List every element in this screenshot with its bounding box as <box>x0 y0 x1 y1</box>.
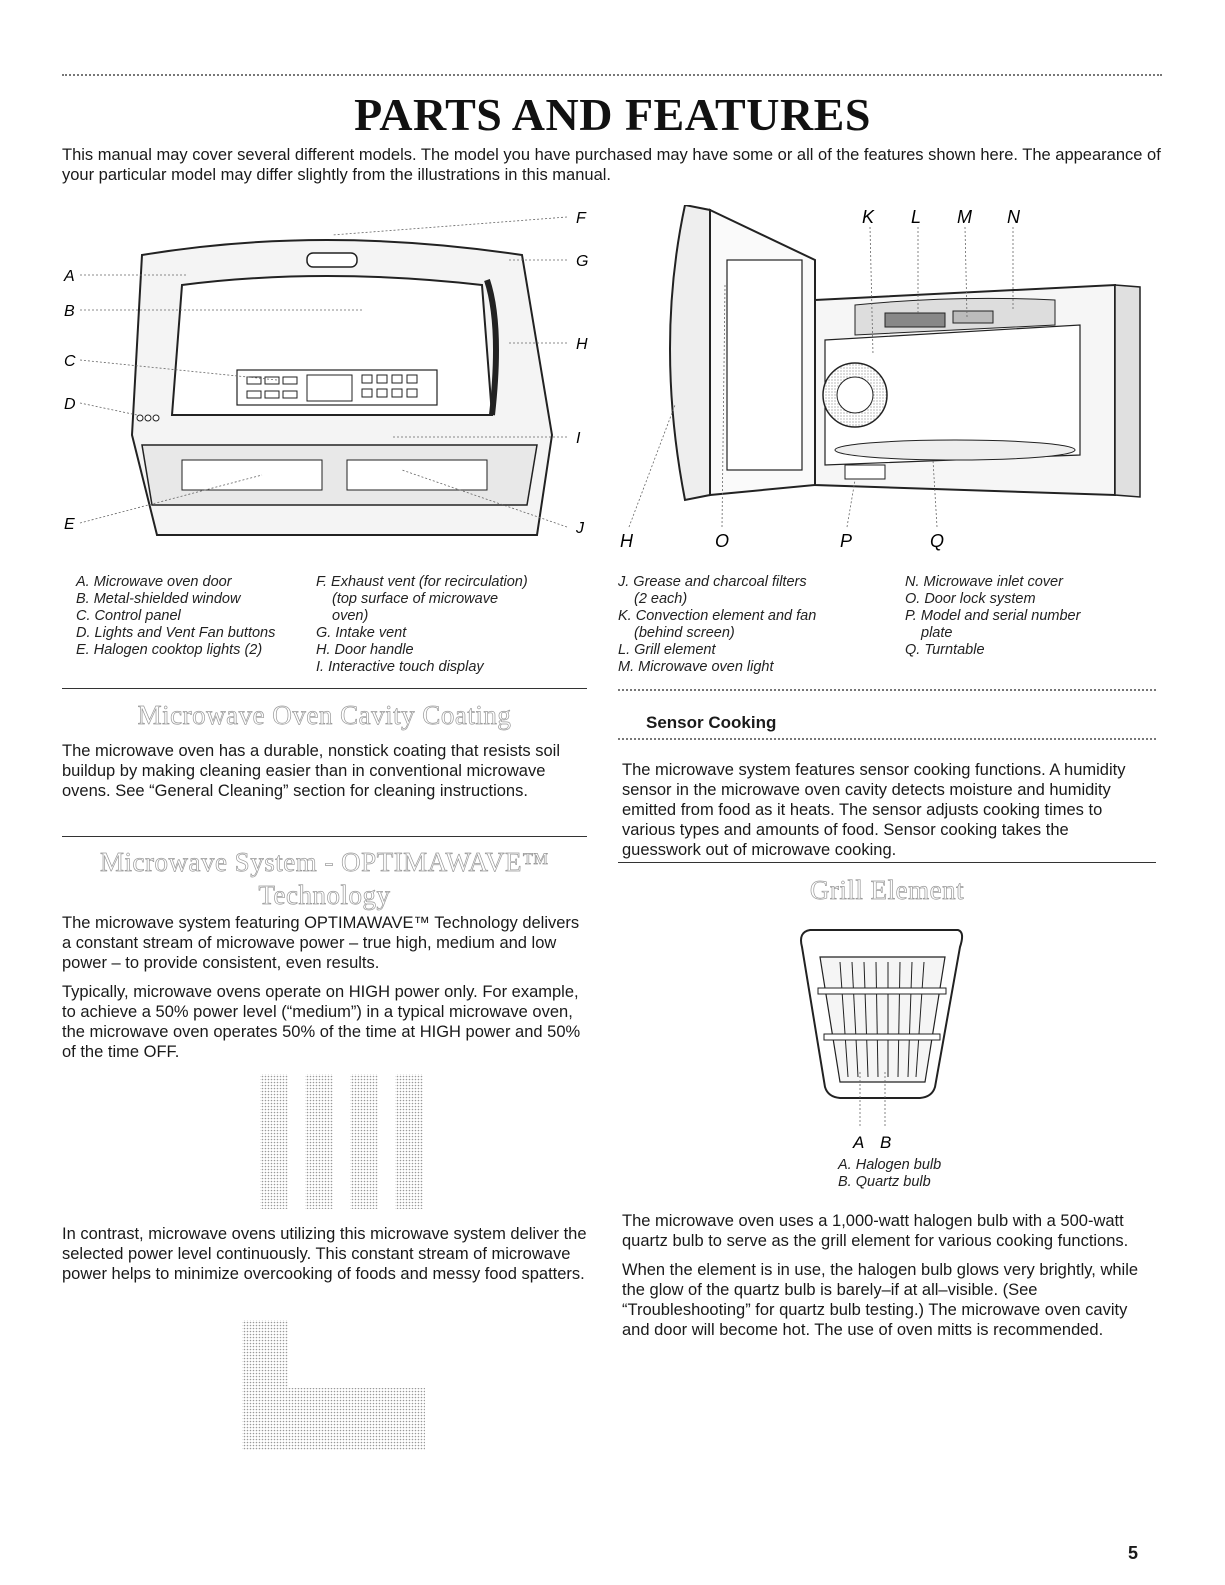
grill-label-b: B <box>880 1133 892 1152</box>
label-d: D <box>64 396 76 413</box>
section-heading-grill: Grill Element <box>809 875 965 905</box>
grill-element-diagram <box>790 922 980 1157</box>
grill-body: The microwave oven uses a 1,000-watt halogen bulb with a 500-watt quartz bulb to serve as the grill element for various cooking functions. When the element is in use, the halogen bulb glows very brightly, while the glow of the quartz bulb is barely–if at all–visible. (See “Troubleshooting” for quartz bulb testing.) The microwave oven cavity and door will become hot. The use of oven mitts is recommended. <box>622 1212 1139 1339</box>
label-j: J <box>576 520 584 537</box>
cavity-body: The microwave oven has a durable, nonstick coating that resists soil buildup by making cleaning easier than in conventional microwave ovens. See “General Cleaning” section for cleaning instructions. <box>62 742 560 800</box>
microwave-front-diagram <box>62 205 602 550</box>
continuous-power-diagram <box>240 1318 430 1453</box>
label-g: G <box>576 253 589 270</box>
left-rule-1 <box>62 688 587 689</box>
label-n: N <box>1007 207 1020 227</box>
left-rule-2 <box>62 836 587 837</box>
sensor-body: The microwave system features sensor cooking functions. A humidity sensor in the microwave oven cavity detects moisture and humidity emitted from food as it heats. The sensor adjusts cooking times to various types and amounts of food. Sensor cooking takes the guesswork out of microwave cooking. <box>622 761 1126 859</box>
right-rule-2 <box>618 738 1156 740</box>
caption-col-4: N. Microwave inlet cover O. Door lock system P. Model and serial number plate Q. Turntable <box>905 574 1081 658</box>
optimawave-body: The microwave system featuring OPTIMAWAVE™ Technology delivers a constant stream of microwave power – true high, medium and low power – to provide consistent, even results. Typically, microwave ovens operate on HIGH power only. For example, to achieve a 50% power level (“medium”) in a typical microwave oven, the microwave oven operates 50% of the time at HIGH power and 50% of the time OFF. <box>62 914 581 1061</box>
page-title: PARTS AND FEATURES <box>354 89 871 140</box>
label-p: P <box>840 531 853 551</box>
label-q: Q <box>930 531 945 551</box>
label-i: I <box>576 430 581 447</box>
label-c: C <box>64 353 76 370</box>
right-rule-3 <box>618 862 1156 863</box>
caption-col-2: F. Exhaust vent (for recirculation) (top surface of microwave oven) G. Intake vent H. Door handle I. Interactive touch display <box>316 574 528 675</box>
label-m: M <box>957 207 972 227</box>
label-o: O <box>715 531 730 551</box>
section-heading-cavity: Microwave Oven Cavity Coating <box>137 700 512 730</box>
label-h-open: H <box>620 531 633 551</box>
label-h: H <box>576 336 588 353</box>
caption-col-1: A. Microwave oven door B. Metal-shielded window C. Control panel D. Lights and Vent Fan buttons E. Halogen cooktop lights (2) <box>76 574 276 658</box>
grill-captions: A. Halogen bulb B. Quartz bulb <box>838 1157 942 1190</box>
sensor-heading: Sensor Cooking <box>646 713 777 732</box>
label-k: K <box>862 207 875 227</box>
top-rule <box>62 74 1162 76</box>
caption-col-3: J. Grease and charcoal filters (2 each) K. Convection element and fan (behind screen) L. Grill element M. Microwave oven light <box>618 574 817 675</box>
pulsed-power-diagram <box>255 1072 430 1212</box>
right-rule-1 <box>618 689 1156 691</box>
label-f: F <box>576 210 586 227</box>
grill-label-a: A <box>853 1133 865 1152</box>
microwave-open-diagram <box>615 205 1145 555</box>
label-a: A <box>64 268 75 285</box>
label-b: B <box>64 303 75 320</box>
intro-text: This manual may cover several different models. The model you have purchased may have some or all of the features shown here. The appearance of your particular model may differ slightly from the illustrations in this manual. <box>62 146 1161 184</box>
page-number: 5 <box>1128 1543 1139 1563</box>
section-heading-optimawave: Microwave System - OPTIMAWAVE™ Technology <box>99 847 549 910</box>
label-e: E <box>64 516 75 533</box>
optimawave-contrast: In contrast, microwave ovens utilizing this microwave system deliver the selected power level continuously. This constant stream of microwave power helps to minimize overcooking of foods and messy food spatters. <box>62 1225 587 1283</box>
label-l: L <box>911 207 922 227</box>
